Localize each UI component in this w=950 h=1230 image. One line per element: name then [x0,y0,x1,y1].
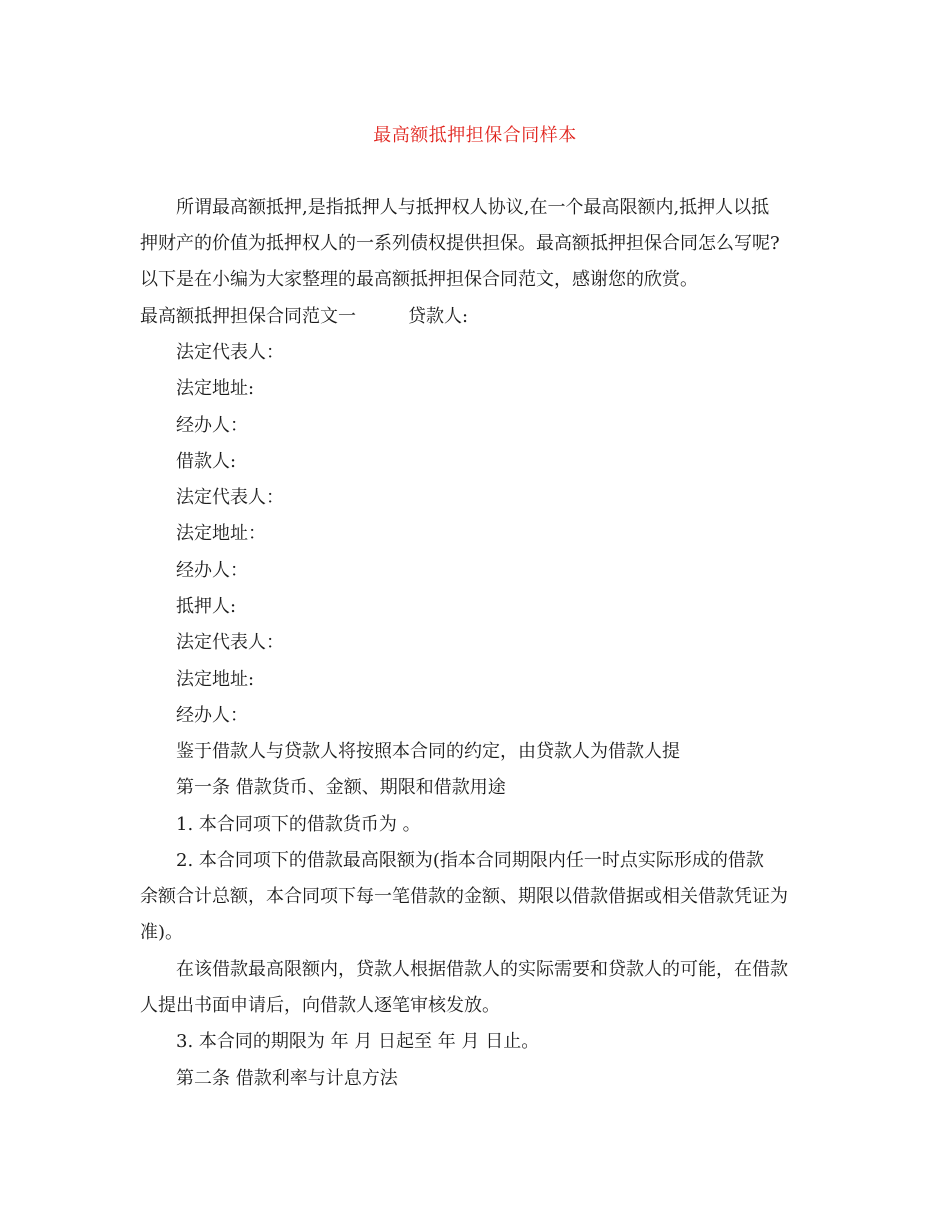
party-line: 法定地址: [176,378,255,399]
intro-line-3: 以下是在小编为大家整理的最高额抵押担保合同范文，感谢您的欣赏。 [140,269,698,290]
party-line: 法定代表人： [176,487,284,508]
clause-2-line-1: 2. 本合同项下的借款最高限额为(指本合同期限内任一时点实际形成的借款 [176,850,764,871]
clause-3: 3. 本合同的期限为 年 月 日起至 年 月 日止。 [176,1031,540,1052]
party-line: 经办人： [176,415,248,436]
clause-2-line-3: 准)。 [140,922,184,943]
clause-2-para-line-2: 人提出书面申请后，向借款人逐笔审核发放。 [140,995,500,1016]
clause-1: 1. 本合同项下的借款货币为 。 [176,814,421,835]
document-title: 最高额抵押担保合同样本 [373,125,577,146]
party-line: 经办人： [176,705,248,726]
lender-label: 贷款人: [408,306,469,327]
party-line: 法定地址: [176,669,255,690]
sample-heading-row [140,305,468,329]
article-2-heading: 第二条 借款利率与计息方法 [176,1068,398,1089]
recital-text: 鉴于借款人与贷款人将按照本合同的约定，由贷款人为借款人提 [176,741,680,762]
clause-2-line-2: 余额合计总额，本合同项下每一笔借款的金额、期限以借款借据或相关借款凭证为 [140,886,788,907]
intro-line-1: 所谓最高额抵押,是指抵押人与抵押权人协议,在一个最高限额内,抵押人以抵 [176,197,770,218]
party-line: 法定代表人： [176,632,284,653]
sample-heading: 最高额抵押担保合同范文一 [140,306,356,327]
party-line: 抵押人: [176,596,237,617]
party-line: 法定代表人： [176,342,284,363]
party-line: 借款人: [176,451,237,472]
clause-2-para-line-1: 在该借款最高限额内，贷款人根据借款人的实际需要和贷款人的可能，在借款 [176,959,788,980]
party-line: 法定地址： [176,523,266,544]
party-line: 经办人： [176,560,248,581]
intro-line-2: 押财产的价值为抵押权人的一系列债权提供担保。最高额抵押担保合同怎么写呢? [140,233,780,254]
article-1-heading: 第一条 借款货币、金额、期限和借款用途 [176,777,506,798]
